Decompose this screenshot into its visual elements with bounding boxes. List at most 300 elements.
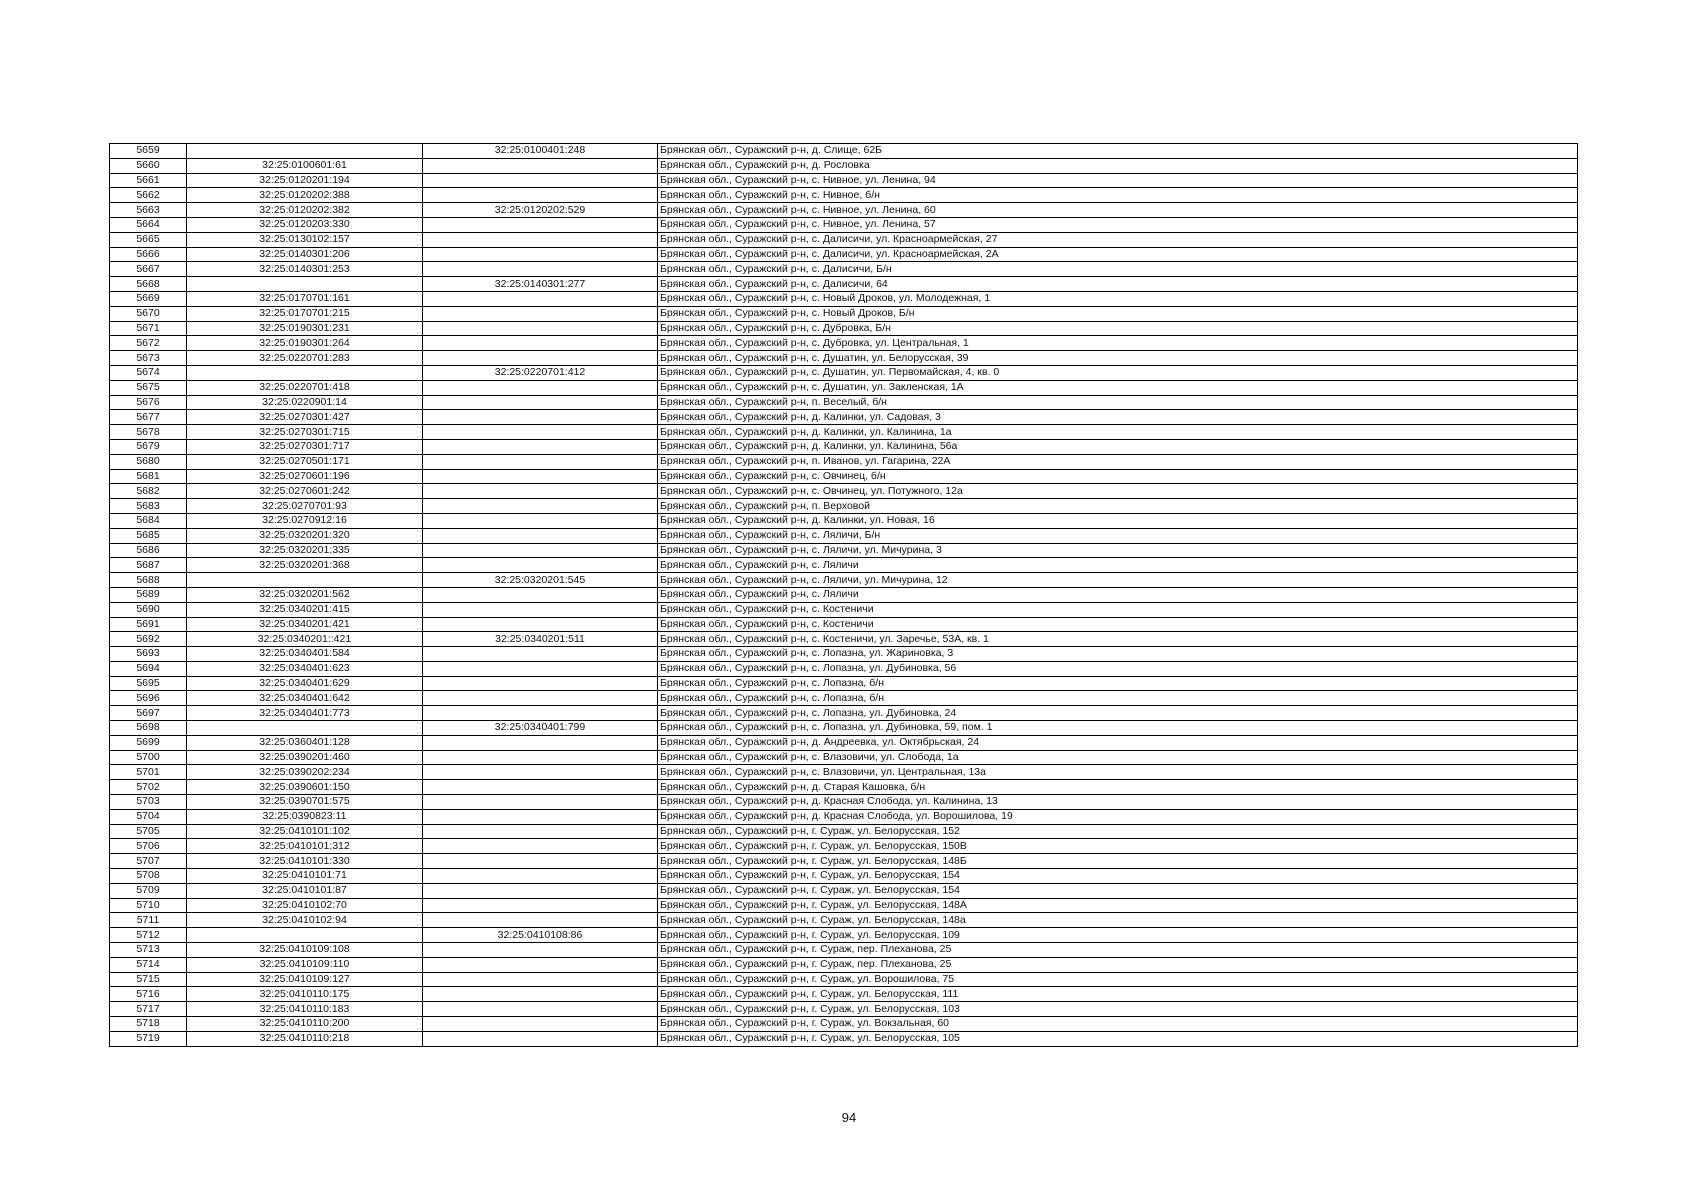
- cadastral-number-cell: 32:25:0220701:418: [187, 380, 423, 395]
- address-cell: Брянская обл., Суражский р-н, с. Нивное, ул. Ленина, 60: [658, 203, 1578, 218]
- cadastral-number-cell: 32:25:0320201:320: [187, 528, 423, 543]
- table-row: [110, 913, 1578, 928]
- table-row: [110, 706, 1578, 721]
- related-cadastral-number-cell: [423, 499, 658, 514]
- row-number-cell: 5694: [110, 661, 187, 676]
- row-number-cell: 5693: [110, 647, 187, 662]
- address-cell: Брянская обл., Суражский р-н, с. Костеничи: [658, 602, 1578, 617]
- cadastral-number-cell: 32:25:0140301:206: [187, 247, 423, 262]
- row-number-cell: 5661: [110, 173, 187, 188]
- related-cadastral-number-cell: [423, 425, 658, 440]
- related-cadastral-number-cell: [423, 913, 658, 928]
- row-number-cell: 5697: [110, 706, 187, 721]
- cadastral-number-cell: 32:25:0410101:102: [187, 824, 423, 839]
- table-row: [110, 217, 1578, 232]
- address-cell: Брянская обл., Суражский р-н, г. Сураж, ул. Белорусская, 105: [658, 1031, 1578, 1046]
- row-number-cell: 5683: [110, 499, 187, 514]
- table-row: [110, 928, 1578, 943]
- row-number-cell: 5666: [110, 247, 187, 262]
- address-cell: Брянская обл., Суражский р-н, с. Влазовичи, ул. Центральная, 13а: [658, 765, 1578, 780]
- row-number-cell: 5663: [110, 203, 187, 218]
- row-number-cell: 5671: [110, 321, 187, 336]
- table-row: [110, 1031, 1578, 1046]
- table-row: [110, 144, 1578, 159]
- table-row: [110, 484, 1578, 499]
- related-cadastral-number-cell: [423, 395, 658, 410]
- row-number-cell: 5672: [110, 336, 187, 351]
- row-number-cell: 5699: [110, 735, 187, 750]
- table-row: [110, 232, 1578, 247]
- address-cell: Брянская обл., Суражский р-н, г. Сураж, ул. Вокзальная, 60: [658, 1017, 1578, 1032]
- table-row: [110, 676, 1578, 691]
- row-number-cell: 5690: [110, 602, 187, 617]
- related-cadastral-number-cell: [423, 854, 658, 869]
- cadastral-number-cell: 32:25:0360401:128: [187, 735, 423, 750]
- cadastral-number-cell: 32:25:0340401:623: [187, 661, 423, 676]
- related-cadastral-number-cell: [423, 602, 658, 617]
- table-row: [110, 351, 1578, 366]
- related-cadastral-number-cell: [423, 869, 658, 884]
- related-cadastral-number-cell: [423, 380, 658, 395]
- row-number-cell: 5685: [110, 528, 187, 543]
- row-number-cell: 5689: [110, 587, 187, 602]
- table-row: [110, 647, 1578, 662]
- row-number-cell: 5669: [110, 291, 187, 306]
- row-number-cell: 5696: [110, 691, 187, 706]
- table-row: [110, 188, 1578, 203]
- table-row: [110, 883, 1578, 898]
- cadastral-number-cell: 32:25:0410101:87: [187, 883, 423, 898]
- related-cadastral-number-cell: [423, 987, 658, 1002]
- table-row: [110, 617, 1578, 632]
- cadastral-number-cell: 32:25:0390202:234: [187, 765, 423, 780]
- address-cell: Брянская обл., Суражский р-н, г. Сураж, ул. Белорусская, 111: [658, 987, 1578, 1002]
- related-cadastral-number-cell: [423, 262, 658, 277]
- row-number-cell: 5674: [110, 365, 187, 380]
- address-cell: Брянская обл., Суражский р-н, с. Лопазна, ул. Жариновка, 3: [658, 647, 1578, 662]
- cadastral-number-cell: 32:25:0130102:157: [187, 232, 423, 247]
- related-cadastral-number-cell: [423, 883, 658, 898]
- table-row: [110, 321, 1578, 336]
- address-cell: Брянская обл., Суражский р-н, с. Ляличи, Б/н: [658, 528, 1578, 543]
- row-number-cell: 5664: [110, 217, 187, 232]
- related-cadastral-number-cell: [423, 528, 658, 543]
- address-cell: Брянская обл., Суражский р-н, г. Сураж, ул. Белорусская, 154: [658, 883, 1578, 898]
- address-cell: Брянская обл., Суражский р-н, г. Сураж, ул. Белорусская, 109: [658, 928, 1578, 943]
- cadastral-number-cell: 32:25:0120202:382: [187, 203, 423, 218]
- table-row: [110, 987, 1578, 1002]
- cadastral-number-cell: 32:25:0390201:460: [187, 750, 423, 765]
- table-row: [110, 765, 1578, 780]
- cadastral-number-cell: 32:25:0270301:717: [187, 439, 423, 454]
- cadastral-number-cell: [187, 721, 423, 736]
- table-row: [110, 780, 1578, 795]
- table-row: [110, 247, 1578, 262]
- cadastral-number-cell: 32:25:0410109:127: [187, 972, 423, 987]
- cadastral-number-cell: 32:25:0410101:330: [187, 854, 423, 869]
- cadastral-number-cell: 32:25:0270301:427: [187, 410, 423, 425]
- row-number-cell: 5684: [110, 513, 187, 528]
- table-row: [110, 173, 1578, 188]
- row-number-cell: 5718: [110, 1017, 187, 1032]
- cadastral-number-cell: 32:25:0270301:715: [187, 425, 423, 440]
- address-cell: Брянская обл., Суражский р-н, с. Душатин, ул. Первомайская, 4, кв. 0: [658, 365, 1578, 380]
- row-number-cell: 5681: [110, 469, 187, 484]
- cadastral-number-cell: 32:25:0340401:629: [187, 676, 423, 691]
- row-number-cell: 5682: [110, 484, 187, 499]
- row-number-cell: 5670: [110, 306, 187, 321]
- related-cadastral-number-cell: [423, 706, 658, 721]
- table-row: [110, 943, 1578, 958]
- related-cadastral-number-cell: [423, 809, 658, 824]
- related-cadastral-number-cell: [423, 306, 658, 321]
- row-number-cell: 5676: [110, 395, 187, 410]
- cadastral-number-cell: 32:25:0220901:14: [187, 395, 423, 410]
- cadastral-number-cell: 32:25:0190301:264: [187, 336, 423, 351]
- related-cadastral-number-cell: 32:25:0120202:529: [423, 203, 658, 218]
- table-row: [110, 809, 1578, 824]
- cadastral-number-cell: 32:25:0220701:283: [187, 351, 423, 366]
- table-row: [110, 499, 1578, 514]
- row-number-cell: 5709: [110, 883, 187, 898]
- related-cadastral-number-cell: [423, 469, 658, 484]
- cadastral-number-cell: 32:25:0410102:94: [187, 913, 423, 928]
- cadastral-number-cell: 32:25:0340201::421: [187, 632, 423, 647]
- address-cell: Брянская обл., Суражский р-н, с. Далисичи, Б/н: [658, 262, 1578, 277]
- address-cell: Брянская обл., Суражский р-н, с. Овчинец, ул. Потужного, 12а: [658, 484, 1578, 499]
- related-cadastral-number-cell: [423, 351, 658, 366]
- address-cell: Брянская обл., Суражский р-н, д. Рословка: [658, 158, 1578, 173]
- related-cadastral-number-cell: [423, 587, 658, 602]
- cadastral-number-cell: 32:25:0340201:421: [187, 617, 423, 632]
- table-row: [110, 632, 1578, 647]
- related-cadastral-number-cell: [423, 824, 658, 839]
- related-cadastral-number-cell: [423, 173, 658, 188]
- related-cadastral-number-cell: [423, 217, 658, 232]
- table-row: [110, 1002, 1578, 1017]
- address-cell: Брянская обл., Суражский р-н, д. Калинки, ул. Калинина, 1а: [658, 425, 1578, 440]
- cadastral-number-cell: 32:25:0100601:61: [187, 158, 423, 173]
- cadastral-number-cell: 32:25:0190301:231: [187, 321, 423, 336]
- row-number-cell: 5707: [110, 854, 187, 869]
- address-cell: Брянская обл., Суражский р-н, п. Верховой: [658, 499, 1578, 514]
- cadastral-number-cell: 32:25:0340401:642: [187, 691, 423, 706]
- row-number-cell: 5711: [110, 913, 187, 928]
- address-cell: Брянская обл., Суражский р-н, с. Лопазна, ул. Дубиновка, 59, пом. 1: [658, 721, 1578, 736]
- address-cell: Брянская обл., Суражский р-н, д. Калинки, ул. Садовая, 3: [658, 410, 1578, 425]
- address-cell: Брянская обл., Суражский р-н, с. Нивное, ул. Ленина, 57: [658, 217, 1578, 232]
- address-cell: Брянская обл., Суражский р-н, г. Сураж, пер. Плеханова, 25: [658, 957, 1578, 972]
- address-cell: Брянская обл., Суражский р-н, с. Ляличи: [658, 558, 1578, 573]
- address-cell: Брянская обл., Суражский р-н, г. Сураж, ул. Белорусская, 103: [658, 1002, 1578, 1017]
- table-row: [110, 203, 1578, 218]
- table-row: [110, 380, 1578, 395]
- address-cell: Брянская обл., Суражский р-н, с. Ляличи: [658, 587, 1578, 602]
- related-cadastral-number-cell: [423, 410, 658, 425]
- cadastral-number-cell: 32:25:0410102:70: [187, 898, 423, 913]
- row-number-cell: 5680: [110, 454, 187, 469]
- row-number-cell: 5692: [110, 632, 187, 647]
- row-number-cell: 5691: [110, 617, 187, 632]
- cadastral-number-cell: 32:25:0410101:312: [187, 839, 423, 854]
- related-cadastral-number-cell: 32:25:0220701:412: [423, 365, 658, 380]
- address-cell: Брянская обл., Суражский р-н, г. Сураж, ул. Белорусская, 150В: [658, 839, 1578, 854]
- cadastral-number-cell: 32:25:0340401:584: [187, 647, 423, 662]
- address-cell: Брянская обл., Суражский р-н, д. Старая Кашовка, б/н: [658, 780, 1578, 795]
- address-cell: Брянская обл., Суражский р-н, с. Лопазна, ул. Дубиновка, 56: [658, 661, 1578, 676]
- cadastral-number-cell: 32:25:0410110:175: [187, 987, 423, 1002]
- cadastral-number-cell: 32:25:0390701:575: [187, 795, 423, 810]
- address-cell: Брянская обл., Суражский р-н, с. Далисичи, ул. Красноармейская, 27: [658, 232, 1578, 247]
- table-row: [110, 839, 1578, 854]
- related-cadastral-number-cell: 32:25:0410108:86: [423, 928, 658, 943]
- related-cadastral-number-cell: [423, 543, 658, 558]
- address-cell: Брянская обл., Суражский р-н, г. Сураж, пер. Плеханова, 25: [658, 943, 1578, 958]
- row-number-cell: 5660: [110, 158, 187, 173]
- row-number-cell: 5702: [110, 780, 187, 795]
- cadastral-number-cell: 32:25:0270912:16: [187, 513, 423, 528]
- address-cell: Брянская обл., Суражский р-н, с. Душатин, ул. Белорусская, 39: [658, 351, 1578, 366]
- address-cell: Брянская обл., Суражский р-н, с. Лопазна, б/н: [658, 691, 1578, 706]
- related-cadastral-number-cell: 32:25:0320201:545: [423, 573, 658, 588]
- related-cadastral-number-cell: [423, 972, 658, 987]
- cadastral-number-cell: [187, 573, 423, 588]
- cadastral-number-cell: 32:25:0320201:562: [187, 587, 423, 602]
- cadastral-registry-table: [109, 143, 1578, 1047]
- row-number-cell: 5703: [110, 795, 187, 810]
- related-cadastral-number-cell: [423, 484, 658, 499]
- address-cell: Брянская обл., Суражский р-н, с. Костеничи, ул. Заречье, 53А, кв. 1: [658, 632, 1578, 647]
- cadastral-number-cell: 32:25:0410110:200: [187, 1017, 423, 1032]
- related-cadastral-number-cell: [423, 439, 658, 454]
- related-cadastral-number-cell: 32:25:0340401:799: [423, 721, 658, 736]
- row-number-cell: 5679: [110, 439, 187, 454]
- table-row: [110, 336, 1578, 351]
- cadastral-number-cell: 32:25:0340201:415: [187, 602, 423, 617]
- address-cell: Брянская обл., Суражский р-н, с. Нивное, б/н: [658, 188, 1578, 203]
- row-number-cell: 5710: [110, 898, 187, 913]
- row-number-cell: 5714: [110, 957, 187, 972]
- row-number-cell: 5677: [110, 410, 187, 425]
- address-cell: Брянская обл., Суражский р-н, д. Калинки, ул. Новая, 16: [658, 513, 1578, 528]
- cadastral-number-cell: [187, 928, 423, 943]
- table-row: [110, 824, 1578, 839]
- address-cell: Брянская обл., Суражский р-н, г. Сураж, ул. Ворошилова, 75: [658, 972, 1578, 987]
- related-cadastral-number-cell: [423, 943, 658, 958]
- address-cell: Брянская обл., Суражский р-н, д. Слище, 62Б: [658, 144, 1578, 159]
- related-cadastral-number-cell: [423, 780, 658, 795]
- address-cell: Брянская обл., Суражский р-н, с. Новый Дроков, Б/н: [658, 306, 1578, 321]
- row-number-cell: 5668: [110, 277, 187, 292]
- related-cadastral-number-cell: 32:25:0100401:248: [423, 144, 658, 159]
- table-row: [110, 469, 1578, 484]
- address-cell: Брянская обл., Суражский р-н, с. Ляличи, ул. Мичурина, 3: [658, 543, 1578, 558]
- address-cell: Брянская обл., Суражский р-н, с. Ляличи, ул. Мичурина, 12: [658, 573, 1578, 588]
- related-cadastral-number-cell: [423, 661, 658, 676]
- cadastral-number-cell: 32:25:0120202:388: [187, 188, 423, 203]
- cadastral-number-cell: 32:25:0390823:11: [187, 809, 423, 824]
- row-number-cell: 5675: [110, 380, 187, 395]
- table-row: [110, 513, 1578, 528]
- table-row: [110, 395, 1578, 410]
- page-number: 94: [841, 1110, 857, 1125]
- cadastral-number-cell: 32:25:0170701:215: [187, 306, 423, 321]
- address-cell: Брянская обл., Суражский р-н, п. Веселый, б/н: [658, 395, 1578, 410]
- table-row: [110, 277, 1578, 292]
- table-row: [110, 291, 1578, 306]
- cadastral-number-cell: 32:25:0410101:71: [187, 869, 423, 884]
- related-cadastral-number-cell: [423, 617, 658, 632]
- related-cadastral-number-cell: [423, 735, 658, 750]
- row-number-cell: 5686: [110, 543, 187, 558]
- table-row: [110, 158, 1578, 173]
- row-number-cell: 5678: [110, 425, 187, 440]
- address-cell: Брянская обл., Суражский р-н, г. Сураж, ул. Белорусская, 148а: [658, 913, 1578, 928]
- table-row: [110, 573, 1578, 588]
- row-number-cell: 5667: [110, 262, 187, 277]
- related-cadastral-number-cell: [423, 291, 658, 306]
- cadastral-number-cell: 32:25:0410109:110: [187, 957, 423, 972]
- table-row: [110, 365, 1578, 380]
- address-cell: Брянская обл., Суражский р-н, д. Калинки, ул. Калинина, 56а: [658, 439, 1578, 454]
- cadastral-number-cell: 32:25:0120203:330: [187, 217, 423, 232]
- related-cadastral-number-cell: [423, 321, 658, 336]
- related-cadastral-number-cell: [423, 454, 658, 469]
- related-cadastral-number-cell: [423, 898, 658, 913]
- address-cell: Брянская обл., Суражский р-н, с. Овчинец, б/н: [658, 469, 1578, 484]
- cadastral-number-cell: 32:25:0390601:150: [187, 780, 423, 795]
- related-cadastral-number-cell: 32:25:0340201:511: [423, 632, 658, 647]
- row-number-cell: 5715: [110, 972, 187, 987]
- table-row: [110, 425, 1578, 440]
- address-cell: Брянская обл., Суражский р-н, с. Нивное, ул. Ленина, 94: [658, 173, 1578, 188]
- cadastral-number-cell: [187, 365, 423, 380]
- cadastral-number-cell: 32:25:0410110:218: [187, 1031, 423, 1046]
- related-cadastral-number-cell: [423, 647, 658, 662]
- table-row: [110, 306, 1578, 321]
- table-row: [110, 869, 1578, 884]
- address-cell: Брянская обл., Суражский р-н, г. Сураж, ул. Белорусская, 148Б: [658, 854, 1578, 869]
- table-row: [110, 587, 1578, 602]
- related-cadastral-number-cell: 32:25:0140301:277: [423, 277, 658, 292]
- table-row: [110, 795, 1578, 810]
- row-number-cell: 5659: [110, 144, 187, 159]
- address-cell: Брянская обл., Суражский р-н, с. Душатин, ул. Закленская, 1А: [658, 380, 1578, 395]
- row-number-cell: 5701: [110, 765, 187, 780]
- related-cadastral-number-cell: [423, 1002, 658, 1017]
- related-cadastral-number-cell: [423, 232, 658, 247]
- table-row: [110, 972, 1578, 987]
- cadastral-number-cell: 32:25:0120201:194: [187, 173, 423, 188]
- cadastral-number-cell: 32:25:0170701:161: [187, 291, 423, 306]
- row-number-cell: 5705: [110, 824, 187, 839]
- related-cadastral-number-cell: [423, 336, 658, 351]
- cadastral-number-cell: 32:25:0320201:335: [187, 543, 423, 558]
- row-number-cell: 5695: [110, 676, 187, 691]
- address-cell: Брянская обл., Суражский р-н, с. Новый Дроков, ул. Молодежная, 1: [658, 291, 1578, 306]
- row-number-cell: 5717: [110, 1002, 187, 1017]
- address-cell: Брянская обл., Суражский р-н, с. Костеничи: [658, 617, 1578, 632]
- row-number-cell: 5708: [110, 869, 187, 884]
- address-cell: Брянская обл., Суражский р-н, г. Сураж, ул. Белорусская, 148А: [658, 898, 1578, 913]
- table-row: [110, 439, 1578, 454]
- address-cell: Брянская обл., Суражский р-н, с. Далисичи, 64: [658, 277, 1578, 292]
- table-row: [110, 854, 1578, 869]
- related-cadastral-number-cell: [423, 676, 658, 691]
- address-cell: Брянская обл., Суражский р-н, д. Красная Слобода, ул. Калинина, 13: [658, 795, 1578, 810]
- related-cadastral-number-cell: [423, 558, 658, 573]
- table-row: [110, 661, 1578, 676]
- related-cadastral-number-cell: [423, 957, 658, 972]
- cadastral-number-cell: 32:25:0270601:196: [187, 469, 423, 484]
- address-cell: Брянская обл., Суражский р-н, д. Андреевка, ул. Октябрьская, 24: [658, 735, 1578, 750]
- table-row: [110, 735, 1578, 750]
- cadastral-number-cell: 32:25:0270601:242: [187, 484, 423, 499]
- row-number-cell: 5716: [110, 987, 187, 1002]
- related-cadastral-number-cell: [423, 188, 658, 203]
- row-number-cell: 5673: [110, 351, 187, 366]
- table-row: [110, 558, 1578, 573]
- row-number-cell: 5662: [110, 188, 187, 203]
- cadastral-number-cell: [187, 277, 423, 292]
- row-number-cell: 5704: [110, 809, 187, 824]
- row-number-cell: 5719: [110, 1031, 187, 1046]
- row-number-cell: 5712: [110, 928, 187, 943]
- related-cadastral-number-cell: [423, 513, 658, 528]
- address-cell: Брянская обл., Суражский р-н, п. Иванов, ул. Гагарина, 22А: [658, 454, 1578, 469]
- related-cadastral-number-cell: [423, 839, 658, 854]
- table-row: [110, 898, 1578, 913]
- row-number-cell: 5706: [110, 839, 187, 854]
- table-row: [110, 1017, 1578, 1032]
- related-cadastral-number-cell: [423, 765, 658, 780]
- address-cell: Брянская обл., Суражский р-н, д. Красная Слобода, ул. Ворошилова, 19: [658, 809, 1578, 824]
- row-number-cell: 5698: [110, 721, 187, 736]
- related-cadastral-number-cell: [423, 1017, 658, 1032]
- cadastral-number-cell: 32:25:0320201:368: [187, 558, 423, 573]
- address-cell: Брянская обл., Суражский р-н, с. Влазовичи, ул. Слобода, 1а: [658, 750, 1578, 765]
- table-row: [110, 454, 1578, 469]
- table-row: [110, 691, 1578, 706]
- table-body: [110, 144, 1578, 1047]
- row-number-cell: 5687: [110, 558, 187, 573]
- cadastral-number-cell: 32:25:0410110:183: [187, 1002, 423, 1017]
- table-row: [110, 602, 1578, 617]
- cadastral-number-cell: 32:25:0410109:108: [187, 943, 423, 958]
- address-cell: Брянская обл., Суражский р-н, с. Дубровка, ул. Центральная, 1: [658, 336, 1578, 351]
- related-cadastral-number-cell: [423, 247, 658, 262]
- address-cell: Брянская обл., Суражский р-н, г. Сураж, ул. Белорусская, 154: [658, 869, 1578, 884]
- row-number-cell: 5688: [110, 573, 187, 588]
- related-cadastral-number-cell: [423, 691, 658, 706]
- address-cell: Брянская обл., Суражский р-н, г. Сураж, ул. Белорусская, 152: [658, 824, 1578, 839]
- related-cadastral-number-cell: [423, 750, 658, 765]
- table-row: [110, 410, 1578, 425]
- table-row: [110, 543, 1578, 558]
- related-cadastral-number-cell: [423, 158, 658, 173]
- cadastral-number-cell: 32:25:0340401:773: [187, 706, 423, 721]
- address-cell: Брянская обл., Суражский р-н, с. Дубровка, Б/н: [658, 321, 1578, 336]
- table-row: [110, 957, 1578, 972]
- cadastral-number-cell: 32:25:0270701:93: [187, 499, 423, 514]
- cadastral-number-cell: [187, 144, 423, 159]
- row-number-cell: 5665: [110, 232, 187, 247]
- table-row: [110, 262, 1578, 277]
- cadastral-number-cell: 32:25:0140301:253: [187, 262, 423, 277]
- address-cell: Брянская обл., Суражский р-н, с. Далисичи, ул. Красноармейская, 2А: [658, 247, 1578, 262]
- related-cadastral-number-cell: [423, 795, 658, 810]
- row-number-cell: 5713: [110, 943, 187, 958]
